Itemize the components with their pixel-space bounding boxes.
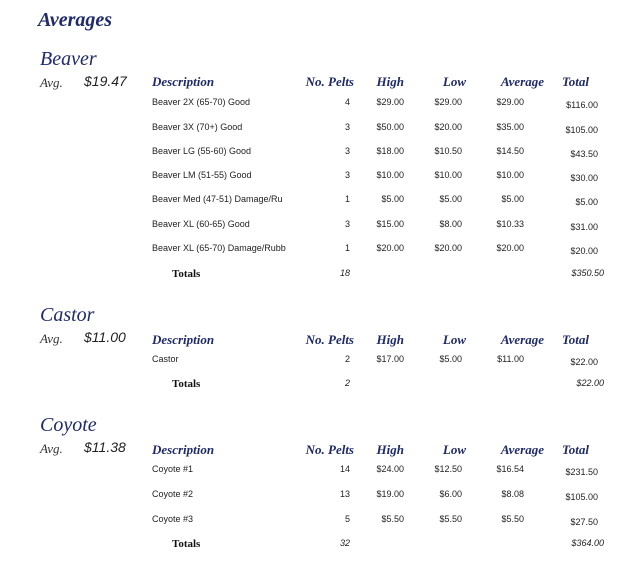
table-row	[0, 194, 640, 210]
cell-average: $16.54	[496, 464, 524, 474]
cell-total: $27.50	[570, 517, 598, 527]
header-average: Average	[500, 442, 544, 457]
header-pelts: No. Pelts	[305, 332, 354, 347]
species-name: Coyote	[40, 414, 97, 436]
totals-pelts: 2	[344, 378, 350, 388]
cell-total: $105.00	[565, 492, 598, 502]
table-row	[0, 146, 640, 162]
cell-low: $12.50	[434, 464, 462, 474]
cell-description: Coyote #2	[152, 489, 194, 499]
cell-low: $10.00	[434, 170, 462, 180]
totals-pelts: 18	[339, 268, 350, 278]
cell-description: Beaver Med (47-51) Damage/Ru	[152, 194, 283, 204]
avg-label: Avg.	[40, 75, 63, 90]
avg-value: $11.00	[84, 329, 126, 345]
header-average: Average	[500, 74, 544, 89]
cell-low: $5.00	[439, 194, 462, 204]
cell-pelts: 3	[344, 219, 350, 229]
cell-high: $18.00	[376, 146, 404, 156]
cell-description: Beaver 3X (70+) Good	[152, 122, 243, 132]
cell-total: $30.00	[570, 173, 598, 183]
cell-pelts: 14	[339, 464, 350, 474]
cell-total: $116.00	[566, 100, 598, 110]
cell-average: $5.50	[501, 514, 524, 524]
cell-high: $29.00	[376, 97, 404, 107]
species-name: Beaver	[40, 48, 97, 70]
cell-high: $10.00	[376, 170, 404, 180]
cell-description: Beaver 2X (65-70) Good	[152, 97, 251, 107]
cell-average: $5.00	[501, 194, 524, 204]
header-high: High	[376, 74, 404, 89]
cell-total: $5.00	[575, 197, 598, 207]
cell-high: $15.00	[376, 219, 404, 229]
cell-description: Coyote #1	[152, 464, 194, 474]
cell-pelts: 3	[344, 170, 350, 180]
cell-description: Castor	[152, 354, 179, 364]
cell-high: $24.00	[376, 464, 404, 474]
cell-average: $11.00	[497, 354, 524, 364]
cell-low: $29.00	[434, 97, 462, 107]
cell-low: $10.50	[434, 146, 462, 156]
totals-label: Totals	[172, 268, 201, 280]
cell-description: Coyote #3	[152, 514, 194, 524]
cell-average: $20.00	[496, 243, 524, 253]
cell-high: $20.00	[376, 243, 404, 253]
cell-average: $10.33	[496, 219, 524, 229]
cell-low: $8.00	[439, 219, 462, 229]
header-description: Description	[152, 332, 215, 347]
cell-low: $20.00	[434, 243, 462, 253]
cell-description: Beaver XL (65-70) Damage/Rubb	[152, 243, 286, 253]
table-row	[0, 514, 640, 530]
cell-high: $50.00	[376, 122, 404, 132]
cell-average: $35.00	[496, 122, 524, 132]
header-total: Total	[562, 74, 589, 89]
header-high: High	[376, 442, 404, 457]
cell-average: $14.50	[496, 146, 524, 156]
table-row	[0, 219, 640, 235]
avg-value: $19.47	[84, 73, 127, 89]
header-total: Total	[562, 442, 589, 457]
totals-total: $22.00	[576, 378, 604, 388]
table-row	[0, 97, 640, 113]
cell-pelts: 3	[344, 146, 350, 156]
cell-description: Beaver LG (55-60) Good	[152, 146, 252, 156]
cell-total: $231.50	[565, 467, 598, 477]
header-low: Low	[442, 332, 466, 347]
header-description: Description	[152, 442, 215, 457]
cell-high: $5.00	[381, 194, 404, 204]
cell-total: $31.00	[570, 222, 598, 232]
header-pelts: No. Pelts	[305, 442, 354, 457]
totals-total: $364.00	[571, 538, 604, 548]
cell-total: $105.00	[565, 125, 598, 135]
cell-average: $10.00	[496, 170, 524, 180]
table-row	[0, 354, 640, 370]
cell-pelts: 2	[344, 354, 350, 364]
cell-high: $19.00	[376, 489, 404, 499]
totals-label: Totals	[172, 538, 201, 550]
header-low: Low	[442, 74, 466, 89]
cell-average: $29.00	[496, 97, 524, 107]
species-name: Castor	[40, 304, 95, 326]
cell-low: $6.00	[439, 489, 462, 499]
avg-label: Avg.	[40, 441, 63, 456]
cell-description: Beaver XL (60-65) Good	[152, 219, 250, 229]
cell-low: $5.00	[439, 354, 462, 364]
cell-pelts: 5	[344, 514, 350, 524]
cell-description: Beaver LM (51-55) Good	[152, 170, 252, 180]
totals-pelts: 32	[339, 538, 350, 548]
header-high: High	[376, 332, 404, 347]
cell-high: $17.00	[376, 354, 404, 364]
cell-pelts: 1	[344, 243, 350, 253]
page-title: Averages	[38, 9, 113, 31]
totals-total: $350.50	[571, 268, 604, 278]
totals-label: Totals	[172, 378, 201, 390]
header-description: Description	[152, 74, 215, 89]
cell-pelts: 1	[344, 194, 350, 204]
cell-total: $22.00	[570, 357, 598, 367]
cell-pelts: 13	[339, 489, 350, 499]
avg-label: Avg.	[40, 331, 63, 346]
header-low: Low	[442, 442, 466, 457]
cell-pelts: 4	[344, 97, 350, 107]
header-total: Total	[562, 332, 589, 347]
cell-total: $20.00	[570, 246, 598, 256]
header-pelts: No. Pelts	[305, 74, 354, 89]
cell-low: $20.00	[434, 122, 462, 132]
table-row	[0, 170, 640, 186]
cell-low: $5.50	[439, 514, 462, 524]
table-row	[0, 489, 640, 505]
avg-value: $11.38	[84, 439, 126, 455]
cell-total: $43.50	[570, 149, 598, 159]
table-row	[0, 122, 640, 138]
header-average: Average	[500, 332, 544, 347]
cell-pelts: 3	[344, 122, 350, 132]
cell-high: $5.50	[381, 514, 404, 524]
cell-average: $8.08	[501, 489, 524, 499]
table-row	[0, 464, 640, 480]
table-row	[0, 243, 640, 259]
